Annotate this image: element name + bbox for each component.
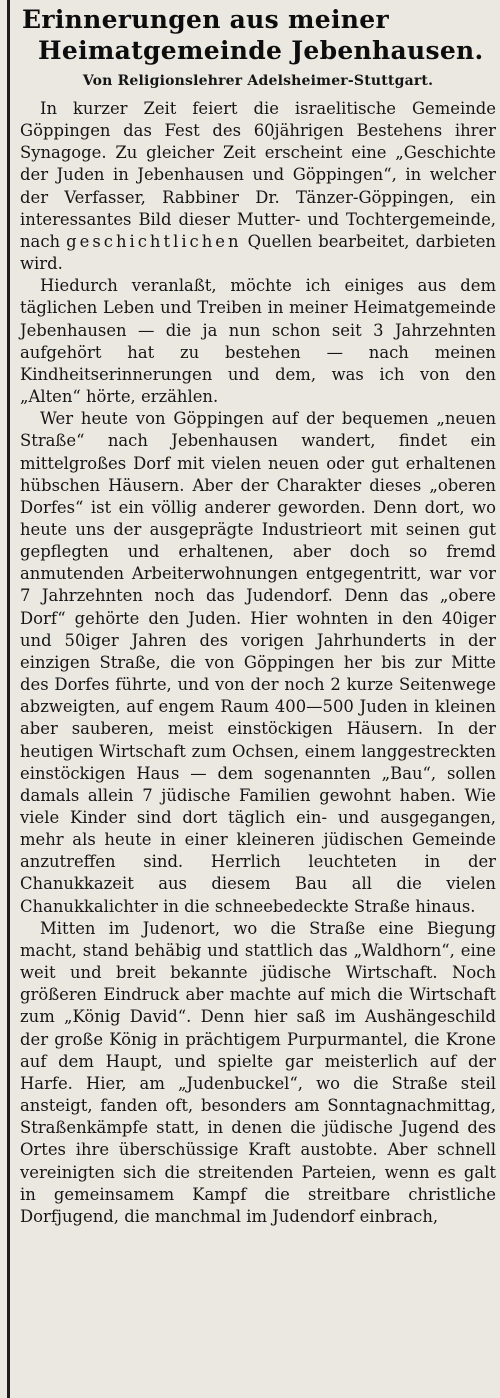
paragraph-1-spaced-word: geschichtlichen xyxy=(66,231,242,251)
paragraph-4: Mitten im Judenort, wo die Straße eine Biegung macht, stand behäbig und stattlich das „Waldhorn“, eine weit und breit bekannte jüdische Wirtschaft. Noch größeren Eindruck aber machte auf mich die Wirtschaft zum „König David“. Denn hier saß im Aushängeschild der große König in prächtigem Purpurmantel, die Krone auf dem Haupt, und spielte gar meisterlich auf der Harfe. Hier, am „Judenbuckel“, wo die Straße steil ansteigt, fanden oft, besonders am Sonntagnachmittag, Straßenkämpfe statt, in denen die jüdische Jugend des Ortes ihre überschüssige Kraft austobte. Aber schnell vereinigten sich die streitenden Parteien, wenn es galt in gemeinsamem Kampf die streitbare christliche Dorfjugend, die manchmal im Judendorf einbrach, xyxy=(20,918,496,1226)
paragraph-1-text-b: Quellen bearbeitet, darbieten wird. xyxy=(20,231,496,274)
paragraph-2: Hiedurch veranlaßt, möchte ich einiges aus dem täglichen Leben und Treiben in meiner Heimatgemeinde Jebenhausen — die ja nun schon seit 3 Jahrzehnten aufgehört hat zu bestehen — nach meinen Kindheitserinnerungen und dem, was ich von den „Alten“ hörte, erzählen. xyxy=(20,276,496,407)
column-rule xyxy=(7,0,10,1398)
headline-line-2: Heimatgemeinde Jebenhausen. xyxy=(38,36,484,65)
paragraph-1 xyxy=(20,98,496,275)
article-headline xyxy=(20,4,496,66)
article-byline: Von Religionslehrer Adelsheimer-Stuttgart. xyxy=(82,73,434,89)
article xyxy=(20,4,496,1228)
headline-line-1: Erinnerungen aus meiner xyxy=(22,5,389,34)
paragraph-3: Wer heute von Göppingen auf der bequemen „neuen Straße“ nach Jebenhausen wandert, findet ein mittelgroßes Dorf mit vielen neuen oder gut erhaltenen hübschen Häusern. Aber der Charakter dieses „oberen Dorfes“ ist ein völlig anderer geworden. Denn dort, wo heute uns der ausgeprägte Industrieort mit seinen gut gepflegten und erhaltenen, aber doch so fremd anmutenden Arbeiterwohnungen entgegentritt, war vor 7 Jahrzehnten noch das Judendorf. Denn das „obere Dorf“ gehörte den Juden. Hier wohnten in den 40iger und 50iger Jahren des vorigen Jahrhunderts in der einzigen Straße, die von Göppingen her bis zur Mitte des Dorfes führte, und von der noch 2 kurze Seitenwege abzweigten, auf engem Raum 400—500 Juden in kleinen aber sauberen, meist einstöckigen Häusern. In der heutigen Wirtschaft zum Ochsen, einem langgestreckten einstöckigen Haus — dem sogenannten „Bau“, sollen damals allein 7 jüdische Familien gewohnt haben. Wie viele Kinder sind dort täglich ein- und ausgegangen, mehr als heute in einer kleineren jüdischen Gemeinde anzutreffen sind. Herrlich leuchteten in der Chanukkazeit aus diesem Bau all die vielen Chanukkalichter in die schneebedeckte Straße hinaus. xyxy=(20,409,496,916)
paragraph-1-text-a: In kurzer Zeit feiert die israelitische Gemeinde Göppingen das Fest des 60jährigen Bestehens ihrer Synagoge. Zu gleicher Zeit erscheint eine „Geschichte der Juden in Jebenhausen und Göppingen“, in welcher der Verfasser, Rabbiner Dr. Tänzer-Göppingen, ein interessantes Bild dieser Mutter- und Tochtergemeinde, nach xyxy=(20,99,496,251)
